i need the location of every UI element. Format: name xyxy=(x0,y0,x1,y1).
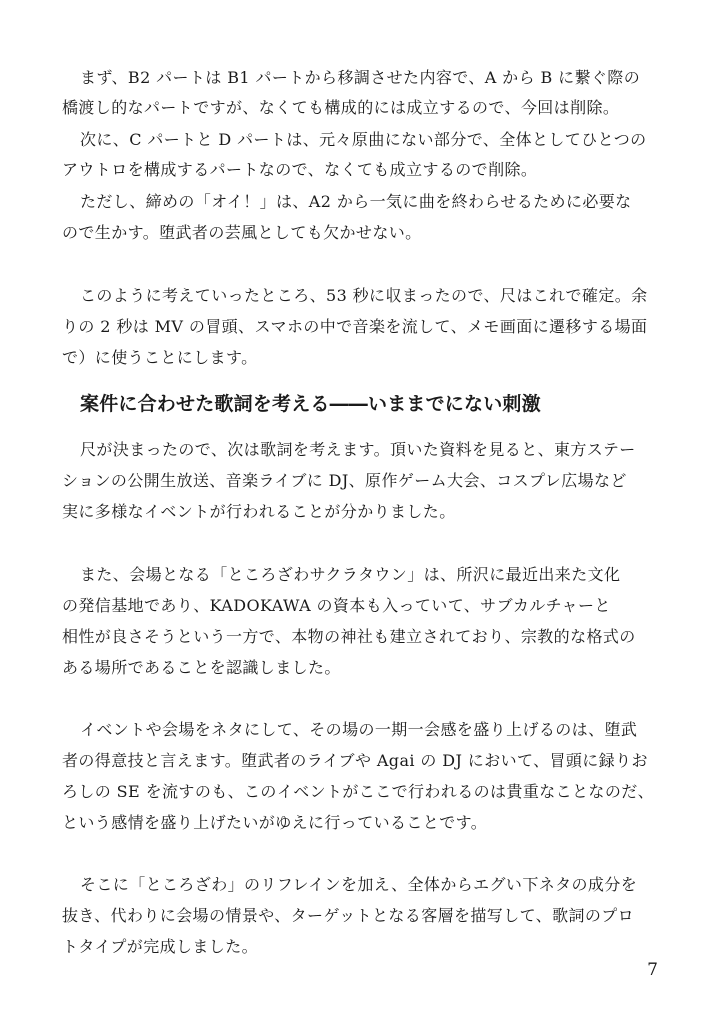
paragraph-line: このように考えていったところ、53 秒に収まったので、尺はこれで確定。余 xyxy=(80,286,648,305)
paragraph-line: 抜き、代わりに会場の情景や、ターゲットとなる客層を描写して、歌詞のプロ xyxy=(62,906,635,925)
paragraph-line: そこに「ところざわ」のリフレインを加え、全体からエグい下ネタの成分を xyxy=(80,875,638,894)
paragraph-line: ある場所であることを認識しました。 xyxy=(62,658,341,677)
paragraph-line: ので生かす。堕武者の芸風としても欠かせない。 xyxy=(62,223,422,242)
paragraph-line: 尺が決まったので、次は歌詞を考えます。頂いた資料を見ると、東方ステー xyxy=(80,440,636,459)
paragraph-line: 実に多様なイベントが行われることが分かりました。 xyxy=(62,502,456,521)
page-number: 7 xyxy=(647,960,658,980)
paragraph-line: ションの公開生放送、音楽ライブに DJ、原作ゲーム大会、コスプレ広場など xyxy=(62,471,627,490)
section-heading: 案件に合わせた歌詞を考える――いままでにない刺激 xyxy=(80,393,541,415)
paragraph-line: 者の得意技と言えます。堕武者のライブや Agai の DJ において、冒頭に録りお xyxy=(62,751,648,770)
paragraph-line: りの 2 秒は MV の冒頭、スマホの中で音楽を流して、メモ画面に遷移する場面 xyxy=(62,317,648,336)
paragraph-line: の発信基地であり、KADOKAWA の資本も入っていて、サブカルチャーと xyxy=(62,596,611,615)
paragraph-line: トタイプが完成しました。 xyxy=(62,937,259,956)
paragraph-line: イベントや会場をネタにして、その場の一期一会感を盛り上げるのは、堕武 xyxy=(80,720,638,739)
paragraph-line: ろしの SE を流すのも、このイベントがここで行われるのは貴重なことなのだ、 xyxy=(62,782,655,801)
paragraph-line: 橋渡し的なパートですが、なくても構成的には成立するので、今回は削除。 xyxy=(62,98,620,117)
paragraph-line: また、会場となる「ところざわサクラタウン」は、所沢に最近出来た文化 xyxy=(80,565,621,584)
paragraph-line: ただし、締めの「オイ！」は、A2 から一気に曲を終わらせるために必要な xyxy=(80,192,632,211)
paragraph-line: という感情を盛り上げたいがゆえに行っていることです。 xyxy=(62,813,488,832)
paragraph-line: アウトロを構成するパートなので、なくても成立するので削除。 xyxy=(62,160,538,179)
paragraph-line: まず、B2 パートは B1 パートから移調させた内容で、A から B に繋ぐ際の xyxy=(80,68,641,87)
paragraph-line: 相性が良さそうという一方で、本物の神社も建立されており、宗教的な格式の xyxy=(62,627,636,646)
paragraph-line: 次に、C パートと D パートは、元々原曲にない部分で、全体としてひとつの xyxy=(80,130,647,149)
paragraph-line: で）に使うことにします。 xyxy=(62,348,258,367)
